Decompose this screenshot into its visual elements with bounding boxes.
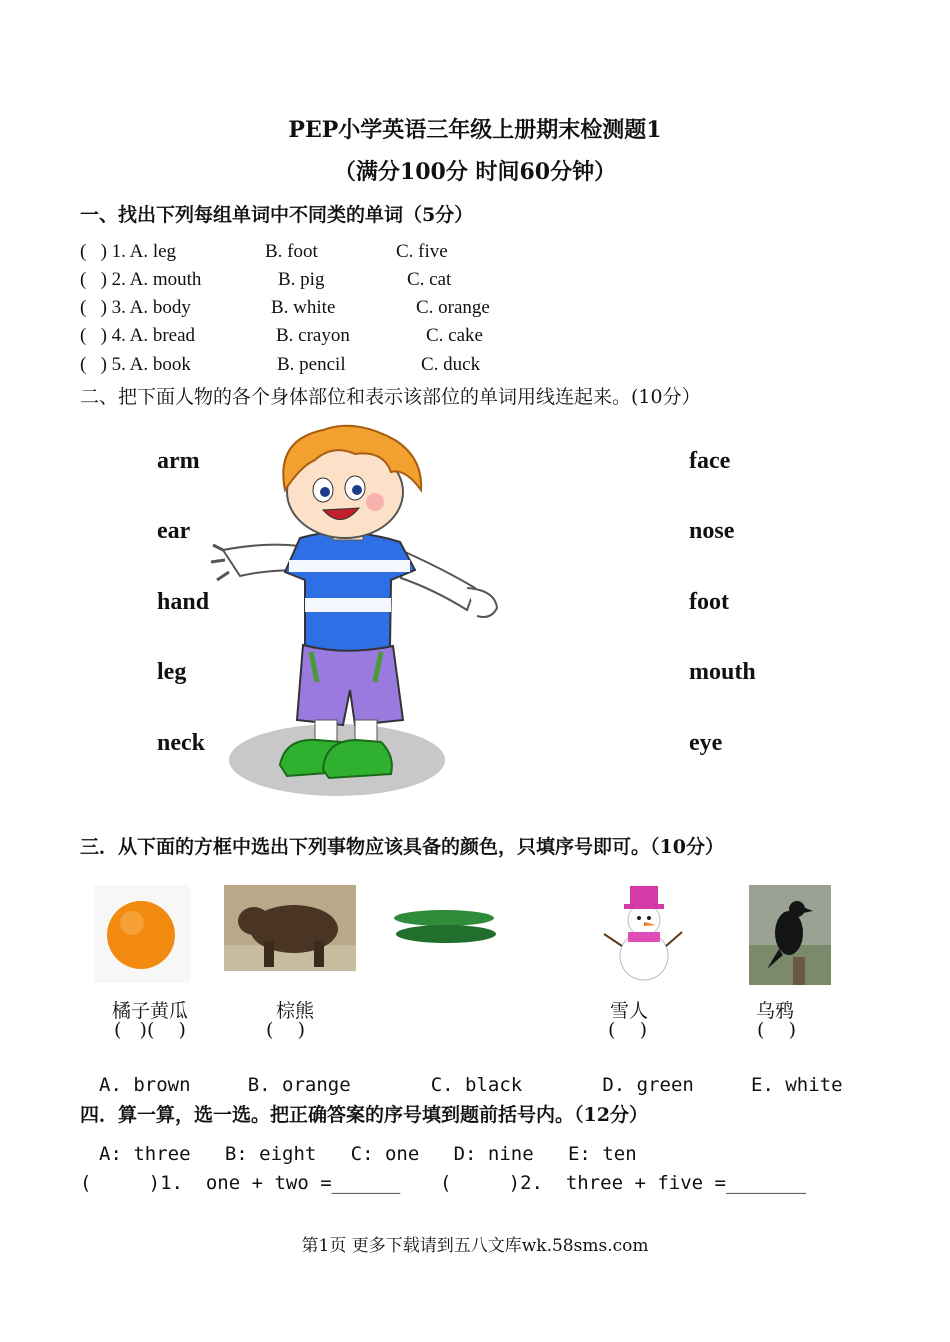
- option-b: B. pig: [278, 269, 325, 290]
- answer-blank: ( ): [608, 1019, 647, 1041]
- option-b: B. foot: [265, 241, 318, 262]
- number-options: A: three B: eight C: one D: nine E: ten: [99, 1143, 637, 1165]
- boy-illustration: [205, 420, 505, 800]
- option-b: B. crayon: [276, 325, 350, 346]
- left-word: ear: [157, 518, 191, 544]
- page-title: PEP小学英语三年级上册期末检测题1: [288, 117, 662, 143]
- orange-image: [94, 885, 190, 983]
- answer-blank: ( ): [757, 1019, 796, 1041]
- question-2: ( )2. three + five =_______: [440, 1172, 807, 1194]
- list-item: ( ) 4. A. bread: [80, 325, 196, 346]
- item-label: 橘子黄瓜: [112, 1000, 189, 1022]
- cucumber-image: [388, 888, 506, 958]
- option-c: C. five: [396, 241, 448, 262]
- item-label: 棕熊: [276, 1000, 315, 1022]
- color-options: A. brown B. orange C. black D. green E. white: [99, 1074, 843, 1096]
- left-word: neck: [157, 730, 205, 756]
- snowman-image: [600, 882, 686, 984]
- option-c: C. duck: [421, 354, 481, 375]
- list-item: ( ) 1. A. leg: [80, 241, 177, 262]
- list-item: ( ) 3. A. body: [80, 297, 191, 318]
- option-b: B. pencil: [277, 354, 346, 375]
- left-word: arm: [157, 448, 200, 474]
- option-b: B. white: [271, 297, 336, 318]
- right-word: nose: [689, 518, 735, 544]
- section3-heading: 三．从下面的方框中选出下列事物应该具备的颜色，只填序号即可。（10分）: [80, 836, 724, 858]
- left-word: leg: [157, 659, 187, 685]
- right-word: mouth: [689, 659, 756, 685]
- left-word: hand: [157, 589, 210, 615]
- right-word: foot: [689, 589, 729, 615]
- bear-image: [224, 885, 356, 971]
- section4-heading: 四．算一算，选一选。把正确答案的序号填到题前括号内。（12分）: [80, 1104, 648, 1126]
- page-subtitle: （满分100分 时间60分钟）: [333, 159, 617, 185]
- option-c: C. cat: [407, 269, 452, 290]
- option-c: C. cake: [426, 325, 483, 346]
- right-word: eye: [689, 730, 723, 756]
- item-label: 乌鸦: [756, 1000, 795, 1022]
- section1-heading: 一、找出下列每组单词中不同类的单词（5分）: [80, 204, 474, 226]
- answer-blank: ( )( ): [114, 1019, 186, 1041]
- right-word: face: [689, 448, 731, 474]
- list-item: ( ) 5. A. book: [80, 354, 191, 375]
- page-footer: 第1页 更多下载请到五八文库wk.58sms.com: [301, 1236, 649, 1256]
- question-1: ( )1. one + two =______: [80, 1172, 401, 1194]
- option-c: C. orange: [416, 297, 490, 318]
- section2-heading: 二、把下面人物的各个身体部位和表示该部位的单词用线连起来。(10分）: [80, 386, 701, 408]
- crow-image: [749, 885, 831, 985]
- answer-blank: ( ): [266, 1019, 305, 1041]
- item-label: 雪人: [610, 1000, 649, 1022]
- list-item: ( ) 2. A. mouth: [80, 269, 202, 290]
